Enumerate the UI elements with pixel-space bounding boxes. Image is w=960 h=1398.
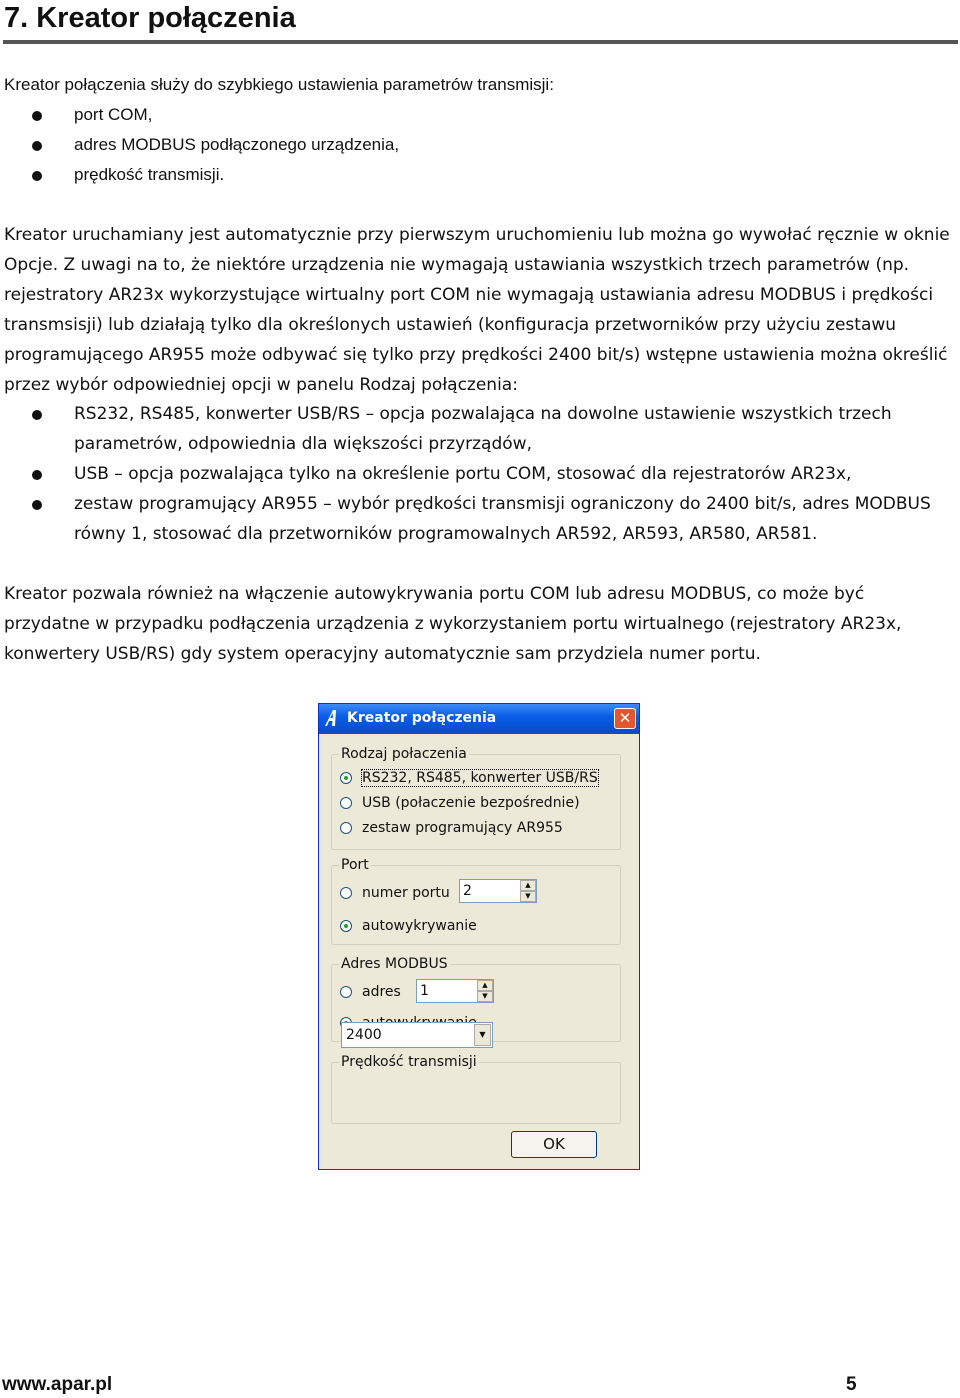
bullet-icon: [32, 141, 42, 151]
close-icon: ✕: [618, 709, 632, 727]
bullet-icon: [32, 111, 42, 121]
apar-logo-icon: [323, 708, 343, 728]
port-number-spinner[interactable]: 2 ▲ ▼: [459, 879, 537, 903]
list-item: port COM,: [4, 100, 954, 130]
modbus-legend: Adres MODBUS: [341, 956, 448, 972]
close-button[interactable]: [614, 708, 636, 729]
speed-legend: Prędkość transmisji: [341, 1054, 477, 1070]
radio-button[interactable]: [340, 887, 352, 899]
spin-down-icon[interactable]: ▼: [477, 991, 493, 1002]
page-title: 7. Kreator połączenia: [4, 2, 296, 34]
list-item: zestaw programujący AR955 – wybór prędkości transmisji ograniczony do 2400 bit/s, adres MODBUS równy 1, stosować dla przetworników programowalnych AR592, AR593, AR580, AR581.: [4, 489, 954, 549]
bullet-icon: [32, 410, 42, 420]
chevron-down-icon[interactable]: ▼: [474, 1024, 491, 1046]
list-item: USB – opcja pozwalająca tylko na określenie portu COM, stosować dla rejestratorów AR23x,: [4, 459, 954, 489]
page-number: 5: [846, 1374, 857, 1395]
spin-down-icon[interactable]: ▼: [520, 891, 536, 902]
autodetect-paragraph: Kreator pozwala również na włączenie autowykrywania portu COM lub adresu MODBUS, co może być przydatne w przypadku podłączenia urządzenia z wykorzystaniem portu wirtualnego (rejestratory AR23x, konwertery USB/RS) gdy system operacyjny automatycznie sam przydziela numer portu.: [4, 584, 902, 664]
dialog-title: Kreator połączenia: [347, 710, 497, 726]
speed-group: [331, 1054, 621, 1124]
spin-up-icon[interactable]: ▲: [520, 880, 536, 891]
title-underline: [3, 40, 958, 44]
bullet-icon: [32, 470, 42, 480]
radio-button[interactable]: [340, 986, 352, 998]
list-item: prędkość transmisji.: [4, 160, 954, 190]
radio-button[interactable]: [340, 920, 352, 932]
port-legend: Port: [341, 857, 369, 873]
bullet-icon: [32, 171, 42, 181]
bullet-icon: [32, 500, 42, 510]
intro-paragraph: Kreator połączenia służy do szybkiego ustawienia parametrów transmisji:: [4, 75, 554, 94]
footer-website: www.apar.pl: [2, 1374, 113, 1395]
connection-type-group: Rodzaj połaczenia RS232, RS485, konwerter USB/RS USB (połaczenie bezpośrednie) zestaw programujący AR955: [331, 754, 621, 850]
modbus-address-spinner[interactable]: 1 ▲ ▼: [416, 979, 494, 1003]
spin-up-icon[interactable]: ▲: [477, 980, 493, 991]
speed-select[interactable]: 2400 ▼: [341, 1022, 493, 1048]
port-group: Port numer portu 2 ▲ ▼ autowykrywanie: [331, 865, 621, 945]
connection-wizard-dialog: [318, 703, 640, 1170]
modbus-address-group: Adres MODBUS adres 1 ▲ ▼: [331, 964, 621, 1042]
ok-button[interactable]: OK: [511, 1131, 597, 1158]
description-paragraph: Kreator uruchamiany jest automatycznie przy pierwszym uruchomieniu lub można go wywołać ręcznie w oknie Opcje. Z uwagi na to, że niektóre urządzenia nie wymagają ustawiania wszystkich trzech parametrów (np. rejestratory AR23x wykorzystujące wirtualny port COM nie wymagają ustawiania adresu MODBUS i prędkości transmsisji) lub działają tylko dla określonych ustawień (konfiguracja przetworników przy użyciu zestawu programującego AR955 może odbywać się tylko przy prędkości 2400 bit/s) wstępne ustawienia można określić przez wybór odpowiedniej opcji w panelu Rodzaj połączenia:: [4, 225, 950, 395]
connection-type-legend: Rodzaj połaczenia: [341, 746, 467, 762]
dialog-titlebar[interactable]: [319, 704, 639, 734]
radio-button[interactable]: [340, 822, 352, 834]
list-item: adres MODBUS podłączonego urządzenia,: [4, 130, 954, 160]
intro-bullet-list: [4, 100, 954, 190]
radio-button[interactable]: [340, 772, 352, 784]
radio-button[interactable]: [340, 797, 352, 809]
list-item: RS232, RS485, konwerter USB/RS – opcja pozwalająca na dowolne ustawienie wszystkich trzech parametrów, odpowiednia dla większości przyrządów,: [4, 399, 954, 459]
mode-bullet-list: [4, 399, 954, 549]
